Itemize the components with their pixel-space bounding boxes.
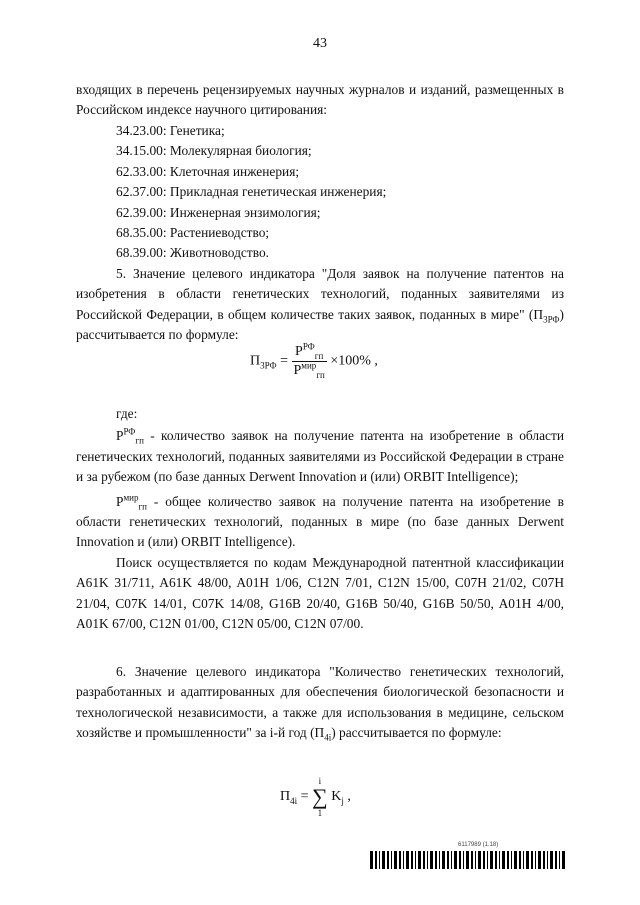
formula-p4i bbox=[280, 776, 351, 818]
sum-term-sub: j bbox=[341, 796, 344, 807]
formula-eq: = bbox=[280, 353, 288, 369]
item5-symbol-sub: 3РФ bbox=[543, 314, 560, 325]
formula-tail: , bbox=[347, 789, 351, 805]
formula-lhs-sub: 4i bbox=[290, 796, 298, 807]
fraction-numerator: $Р^{РФ}_{гп}$ bbox=[292, 345, 327, 362]
list-item: 34.15.00: Молекулярная биология; bbox=[116, 143, 312, 159]
formula-lhs-sub: 3РФ bbox=[260, 360, 277, 371]
definition-2: $Р^{мир}_{гп}$ - общее количество заявок на получение патента на изобретение в области генетических технологий, поданных в мире (по базе данных Derwent Innovation и (или) ORBIT Intelligence). bbox=[76, 492, 564, 550]
item5-symbol: П bbox=[533, 306, 544, 322]
list-item: 62.37.00: Прикладная генетическая инженерия; bbox=[116, 184, 387, 200]
list-item: 68.35.00: Растениеводство; bbox=[116, 225, 270, 241]
item6-symbol: П bbox=[314, 725, 325, 741]
item6-paragraph bbox=[76, 662, 564, 744]
definition-1: $Р^{РФ}_{гп}$ - количество заявок на получение патента на изобретение в области генетических технологий, поданных заявителями из Российской Федерации в стране и за рубежом (по базе данных Derwent Innovation и (или) ORBIT Intelligence); bbox=[76, 426, 564, 485]
item5-paragraph bbox=[76, 264, 564, 346]
where-label: где: bbox=[116, 406, 138, 421]
list-item: 68.39.00: Животноводство. bbox=[116, 245, 269, 261]
page-number: 43 bbox=[313, 36, 327, 51]
formula-lhs: П bbox=[250, 353, 261, 369]
item5-text: 5. Значение целевого индикатора "Доля заявок на получение патентов на изобретения в области генетических технологий, поданных заявителями из Российской Федерации, в общем количестве таких заявок, поданных в мире" ( bbox=[76, 266, 564, 322]
summation bbox=[312, 776, 328, 818]
formula-p3rf bbox=[250, 341, 378, 380]
item6-symbol-sub: 4i bbox=[324, 732, 332, 743]
formula-fraction bbox=[292, 341, 327, 380]
item6-text: 6. Значение целевого индикатора "Количество генетических технологий, разработанных и адаптированных для обеспечения биологической безопасности и технологической независимости, а также для использования в медицине, сельском хозяйстве и промышленности" за i-й год ( bbox=[76, 664, 564, 741]
sum-lower: 1 bbox=[317, 808, 323, 818]
document-code: 6117989 (1.18) bbox=[458, 842, 499, 848]
list-item: 62.33.00: Клеточная инженерия; bbox=[116, 163, 300, 179]
intro-paragraph: входящих в перечень рецензируемых научных журналов и изданий, размещенных в Российском индексе научного цитирования: bbox=[76, 82, 564, 118]
formula-lhs: П bbox=[280, 789, 291, 805]
formula-tail: ×100% , bbox=[330, 353, 378, 369]
definitions bbox=[76, 404, 564, 634]
item5-text-after: ) рассчитывается по формуле: bbox=[76, 306, 564, 343]
sum-upper: i bbox=[318, 776, 322, 786]
barcode-image bbox=[370, 851, 566, 869]
list-item: 62.39.00: Инженерная энзимология; bbox=[116, 204, 321, 220]
sum-term: K bbox=[331, 789, 342, 805]
sum-sign: ∑ bbox=[312, 784, 328, 809]
code-list bbox=[76, 121, 564, 264]
formula-eq: = bbox=[300, 789, 309, 805]
intro-block bbox=[76, 80, 564, 121]
search-paragraph: Поиск осуществляется по кодам Международной патентной классификации A61K 31/711, A61K 48/00, A01H 1/06, C12N 7/01, C12N 15/00, C07H 21/02, C07H 21/04, C07K 14/01, C07K 14/08, G16B 20/40, G16B 50/40, G16B 50/50, A01H 4/00, A01K 67/00, C12N 01/00, C12N 05/00, C12N 07/00. bbox=[76, 554, 564, 632]
item6-text-after: ) рассчитывается по формуле: bbox=[331, 725, 502, 741]
list-item: 34.23.00: Генетика; bbox=[116, 123, 225, 138]
fraction-denominator: $Р^{мир}_{гп}$ bbox=[293, 360, 325, 380]
